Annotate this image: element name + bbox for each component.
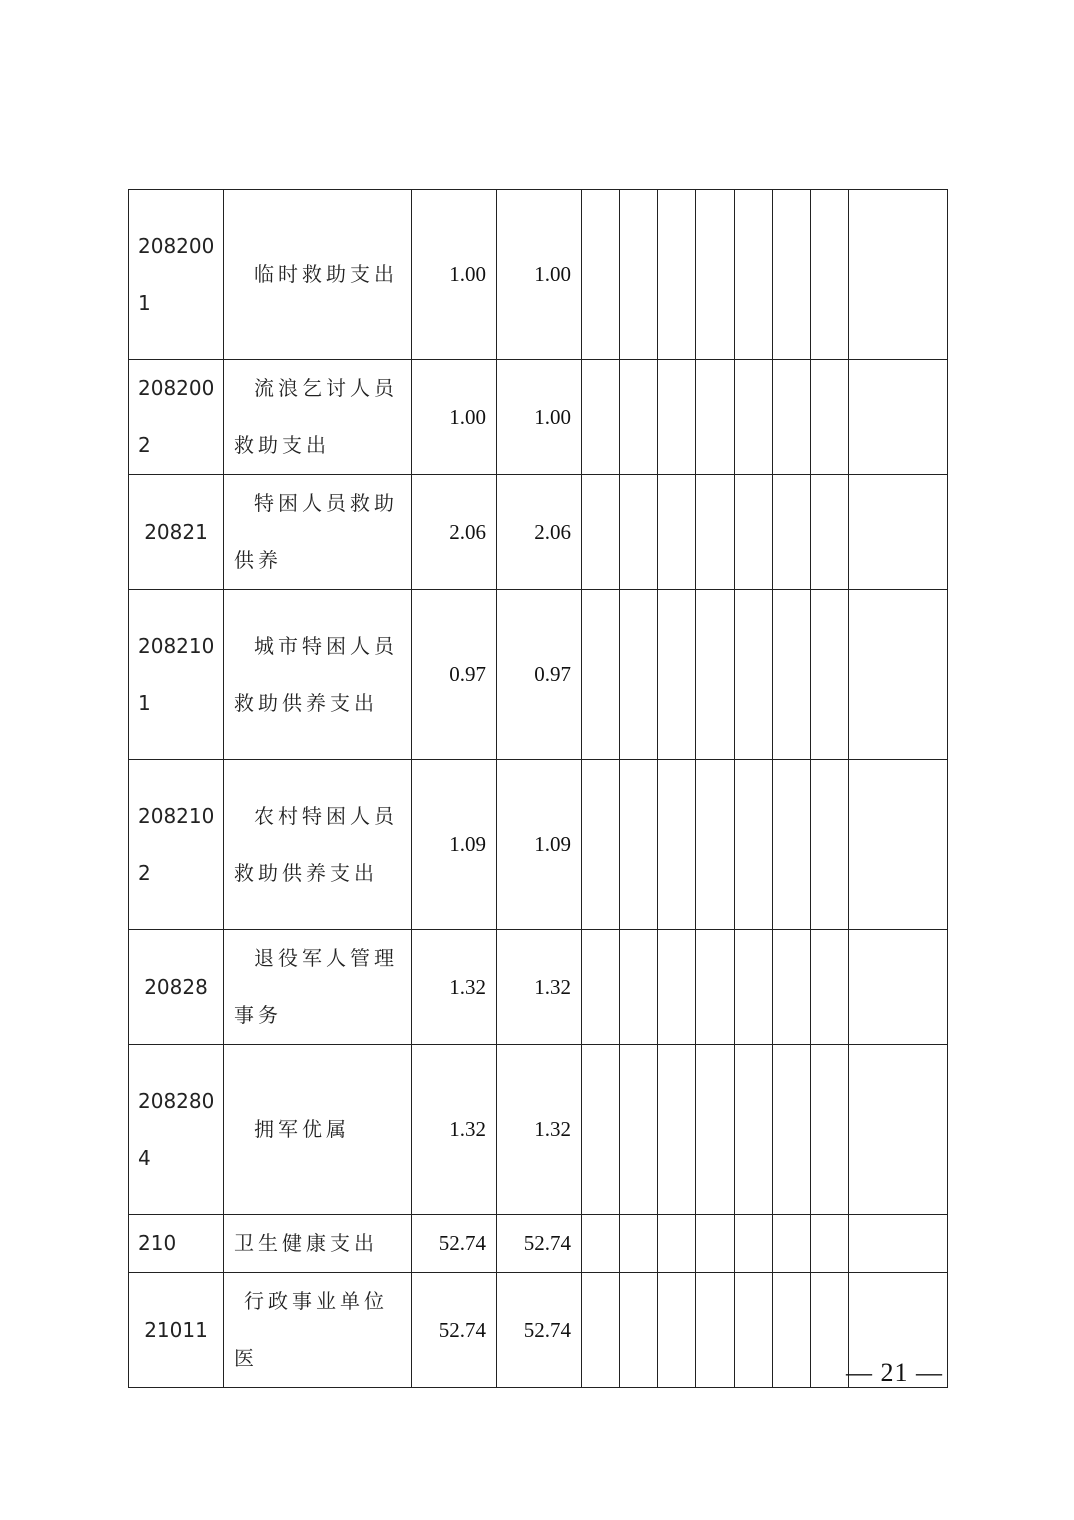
- empty-cell: [811, 190, 849, 360]
- amount-cell: 1.00: [412, 360, 497, 475]
- empty-cell: [735, 190, 773, 360]
- empty-cell: [735, 1215, 773, 1273]
- amount-cell: 1.00: [412, 190, 497, 360]
- empty-cell: [696, 590, 735, 760]
- empty-cell: [582, 1215, 620, 1273]
- subject-code: 21011: [129, 1273, 224, 1388]
- empty-cell: [696, 190, 735, 360]
- subject-name: 流浪乞讨人员救助支出: [224, 360, 412, 475]
- empty-cell: [773, 1273, 811, 1388]
- empty-cell: [582, 930, 620, 1045]
- empty-cell: [658, 760, 696, 930]
- subject-name: 临时救助支出: [224, 190, 412, 360]
- empty-cell: [811, 590, 849, 760]
- empty-cell: [696, 760, 735, 930]
- amount-cell: 1.09: [412, 760, 497, 930]
- amount-cell: 0.97: [412, 590, 497, 760]
- subject-code: 2082101: [129, 590, 224, 760]
- subject-code: 2082001: [129, 190, 224, 360]
- empty-cell: [658, 930, 696, 1045]
- empty-cell: [811, 930, 849, 1045]
- empty-cell: [849, 930, 948, 1045]
- empty-cell: [773, 1215, 811, 1273]
- empty-cell: [773, 760, 811, 930]
- subject-code: 2082102: [129, 760, 224, 930]
- amount-cell: 1.32: [497, 930, 582, 1045]
- empty-cell: [735, 1273, 773, 1388]
- empty-cell: [658, 190, 696, 360]
- empty-cell: [582, 190, 620, 360]
- empty-cell: [773, 590, 811, 760]
- empty-cell: [735, 475, 773, 590]
- empty-cell: [696, 360, 735, 475]
- table-row: [129, 1273, 948, 1388]
- empty-cell: [811, 1045, 849, 1215]
- empty-cell: [620, 760, 658, 930]
- empty-cell: [620, 475, 658, 590]
- subject-code: 2082002: [129, 360, 224, 475]
- empty-cell: [620, 190, 658, 360]
- empty-cell: [696, 930, 735, 1045]
- empty-cell: [620, 1273, 658, 1388]
- amount-cell: 1.09: [497, 760, 582, 930]
- subject-name: 拥军优属: [224, 1045, 412, 1215]
- amount-cell: 52.74: [497, 1215, 582, 1273]
- empty-cell: [811, 475, 849, 590]
- empty-cell: [582, 475, 620, 590]
- empty-cell: [735, 1045, 773, 1215]
- empty-cell: [658, 1045, 696, 1215]
- subject-name: 城市特困人员救助供养支出: [224, 590, 412, 760]
- empty-cell: [849, 590, 948, 760]
- subject-code: 2082804: [129, 1045, 224, 1215]
- empty-cell: [773, 360, 811, 475]
- empty-cell: [620, 930, 658, 1045]
- empty-cell: [735, 930, 773, 1045]
- empty-cell: [620, 1215, 658, 1273]
- amount-cell: 1.00: [497, 360, 582, 475]
- empty-cell: [849, 360, 948, 475]
- table-row: [129, 1045, 948, 1215]
- empty-cell: [773, 475, 811, 590]
- table-row: [129, 760, 948, 930]
- subject-code: 20821: [129, 475, 224, 590]
- subject-name: 退役军人管理事务: [224, 930, 412, 1045]
- empty-cell: [849, 1045, 948, 1215]
- empty-cell: [582, 1273, 620, 1388]
- budget-table: [128, 189, 948, 1388]
- empty-cell: [696, 1045, 735, 1215]
- empty-cell: [849, 190, 948, 360]
- empty-cell: [811, 360, 849, 475]
- amount-cell: 2.06: [412, 475, 497, 590]
- empty-cell: [620, 590, 658, 760]
- empty-cell: [582, 590, 620, 760]
- empty-cell: [811, 1215, 849, 1273]
- subject-code: 20828: [129, 930, 224, 1045]
- table-row: [129, 590, 948, 760]
- empty-cell: [773, 190, 811, 360]
- amount-cell: 52.74: [412, 1273, 497, 1388]
- empty-cell: [696, 1273, 735, 1388]
- empty-cell: [658, 1215, 696, 1273]
- subject-name: 行政事业单位医: [224, 1273, 412, 1388]
- subject-name: 特困人员救助供养: [224, 475, 412, 590]
- empty-cell: [811, 760, 849, 930]
- amount-cell: 0.97: [497, 590, 582, 760]
- empty-cell: [696, 475, 735, 590]
- empty-cell: [811, 1273, 849, 1388]
- empty-cell: [735, 760, 773, 930]
- empty-cell: [582, 1045, 620, 1215]
- page-number: — 21 —: [846, 1358, 943, 1387]
- empty-cell: [582, 360, 620, 475]
- subject-name: 卫生健康支出: [224, 1215, 412, 1273]
- empty-cell: [735, 360, 773, 475]
- empty-cell: [620, 360, 658, 475]
- table-row: [129, 1215, 948, 1273]
- empty-cell: [658, 360, 696, 475]
- empty-cell: [849, 760, 948, 930]
- table-row: [129, 930, 948, 1045]
- amount-cell: 1.32: [497, 1045, 582, 1215]
- amount-cell: 1.32: [412, 930, 497, 1045]
- empty-cell: [773, 1045, 811, 1215]
- empty-cell: [658, 590, 696, 760]
- empty-cell: [773, 930, 811, 1045]
- empty-cell: [735, 590, 773, 760]
- empty-cell: [582, 760, 620, 930]
- table-row: [129, 360, 948, 475]
- amount-cell: 52.74: [412, 1215, 497, 1273]
- amount-cell: 52.74: [497, 1273, 582, 1388]
- empty-cell: [658, 1273, 696, 1388]
- subject-code: 210: [129, 1215, 224, 1273]
- amount-cell: 2.06: [497, 475, 582, 590]
- amount-cell: 1.32: [412, 1045, 497, 1215]
- empty-cell: [849, 475, 948, 590]
- empty-cell: [658, 475, 696, 590]
- empty-cell: [620, 1045, 658, 1215]
- empty-cell: [696, 1215, 735, 1273]
- empty-cell: [849, 1215, 948, 1273]
- table-row: [129, 190, 948, 360]
- subject-name: 农村特困人员救助供养支出: [224, 760, 412, 930]
- amount-cell: 1.00: [497, 190, 582, 360]
- table-row: [129, 475, 948, 590]
